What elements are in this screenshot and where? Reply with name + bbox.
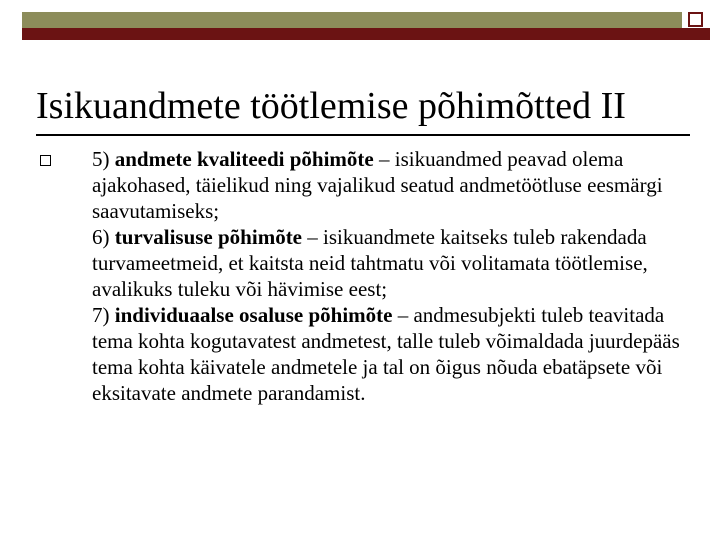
item-number: 6) xyxy=(92,225,115,249)
item-number: 5) xyxy=(92,147,115,171)
hollow-square-bullet-icon xyxy=(40,155,51,166)
principle-item-6 xyxy=(92,224,692,302)
corner-square-icon xyxy=(688,12,703,27)
principle-item-7 xyxy=(92,302,692,406)
principle-term: individuaalse osaluse põhimõte xyxy=(114,303,393,327)
header-band-olive xyxy=(22,12,682,28)
principle-item-5 xyxy=(92,146,692,224)
slide-title: Isikuandmete töötlemise põhimõtted II xyxy=(36,85,626,127)
principle-description: – isikuandmed peavad olema ajakohased, täielikud ning vajalikud seatud andmetöötluse eesmärgi saavutamiseks; xyxy=(92,147,663,223)
item-number: 7) xyxy=(92,303,115,327)
principle-description: – andmesubjekti tuleb teavitada tema kohta kogutavatest andmetest, talle tuleb võimaldada juurdepääs tema kohta käivatele andmetele ja tal on õigus nõuda ebatäpsete või eksitavate andmete parandamist. xyxy=(92,303,680,405)
principle-term: turvalisuse põhimõte xyxy=(114,225,303,249)
principle-term: andmete kvaliteedi põhimõte xyxy=(114,147,374,171)
slide-body xyxy=(92,146,692,406)
header-band-maroon xyxy=(22,28,710,40)
title-divider xyxy=(36,134,690,136)
principle-description: – isikuandmete kaitseks tuleb rakendada turvameetmeid, et kaitsta neid tahtmatu või volitamata töötlemise, avalikuks tuleku või hävimise eest; xyxy=(92,225,648,301)
